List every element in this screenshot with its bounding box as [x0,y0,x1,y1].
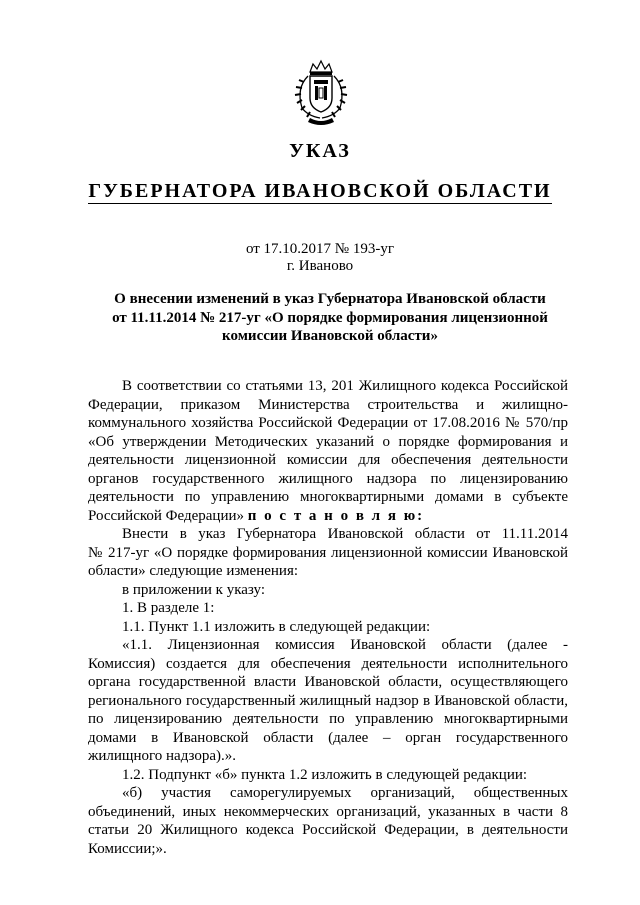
body-line: области» следующие изменения: [88,563,299,579]
body-line: жилищного надзора).». [88,748,237,764]
body-line: № 217-уг «О порядке формирования лицензионной комиссии Ивановской [88,544,568,561]
body-line: «б) участия саморегулируемых организаций, общественных [122,785,568,801]
body-line: по лицензированию деятельности по управлению многоквартирными [88,711,568,727]
city: г. Иваново [286,258,354,274]
body-line [88,507,568,526]
decree-word: п о с т а н о в л я ю: [247,507,425,524]
document-subtitle [0,180,640,203]
date-number: от 17.10.2017 № 193-уг [245,241,395,257]
body-line: 1. В разделе 1: [122,600,215,616]
body-line: органов государственного жилищного надзора по лицензированию [88,470,568,487]
body-line: «1.1. Лицензионная комиссия Ивановской области (далее - [122,637,568,653]
body-line: домами в Ивановской области (далее – орган государственного [88,729,568,746]
decree-subject [95,290,565,346]
body-line: коммунального хозяйства Российской Федерации от 17.08.2016 № 570/пр [88,415,568,431]
subject-line: О внесении изменений в указ Губернатора Ивановской области [114,291,546,307]
document-title: УКАЗ [289,140,351,162]
body-line: регионального государственный жилищный надзор в Ивановской области, [88,692,568,709]
document-body [88,377,568,858]
subject-line: комиссии Ивановской области» [222,328,438,344]
body-line: статьи 20 Жилищного кодекса Российской Федерации, в деятельности [88,822,568,838]
body-line: В соответствии со статьями 13, 201 Жилищного кодекса Российской [122,378,568,394]
issuer-heading: ГУБЕРНАТОРА ИВАНОВСКОЙ ОБЛАСТИ [88,180,552,202]
body-line: деятельности лицензионной комиссии для обеспечения деятельности [88,452,568,468]
body-line: «Об утверждении Методических указаний о порядке формирования и [88,433,568,450]
body-line: 1.1. Пункт 1.1 изложить в следующей редакции: [122,618,431,635]
body-line: в приложении к указу: [122,581,265,598]
body-line: объединений, иных некоммерческих организаций, указанных в части 8 [88,803,568,820]
subject-line: от 11.11.2014 № 217-уг «О порядке формирования лицензионной [112,309,548,326]
body-line: деятельности по управлению многоквартирными домами в субъекте [88,489,568,505]
body-line: Комиссия) создается для обеспечения деятельности исполнительного [88,655,568,672]
body-line: органа государственной власти Ивановской области, осуществляющего [88,674,568,690]
ivanovo-coat-of-arms-icon [290,58,352,126]
body-line: Комиссии;». [88,840,167,857]
body-line: Федерации, приказом Министерства строительства и жилищно- [88,396,568,413]
body-line: 1.2. Подпункт «б» пункта 1.2 изложить в следующей редакции: [122,766,528,783]
body-line-text: Российской Федерации» [88,507,245,524]
body-line: Внести в указ Губернатора Ивановской области от 11.11.2014 [122,526,568,542]
